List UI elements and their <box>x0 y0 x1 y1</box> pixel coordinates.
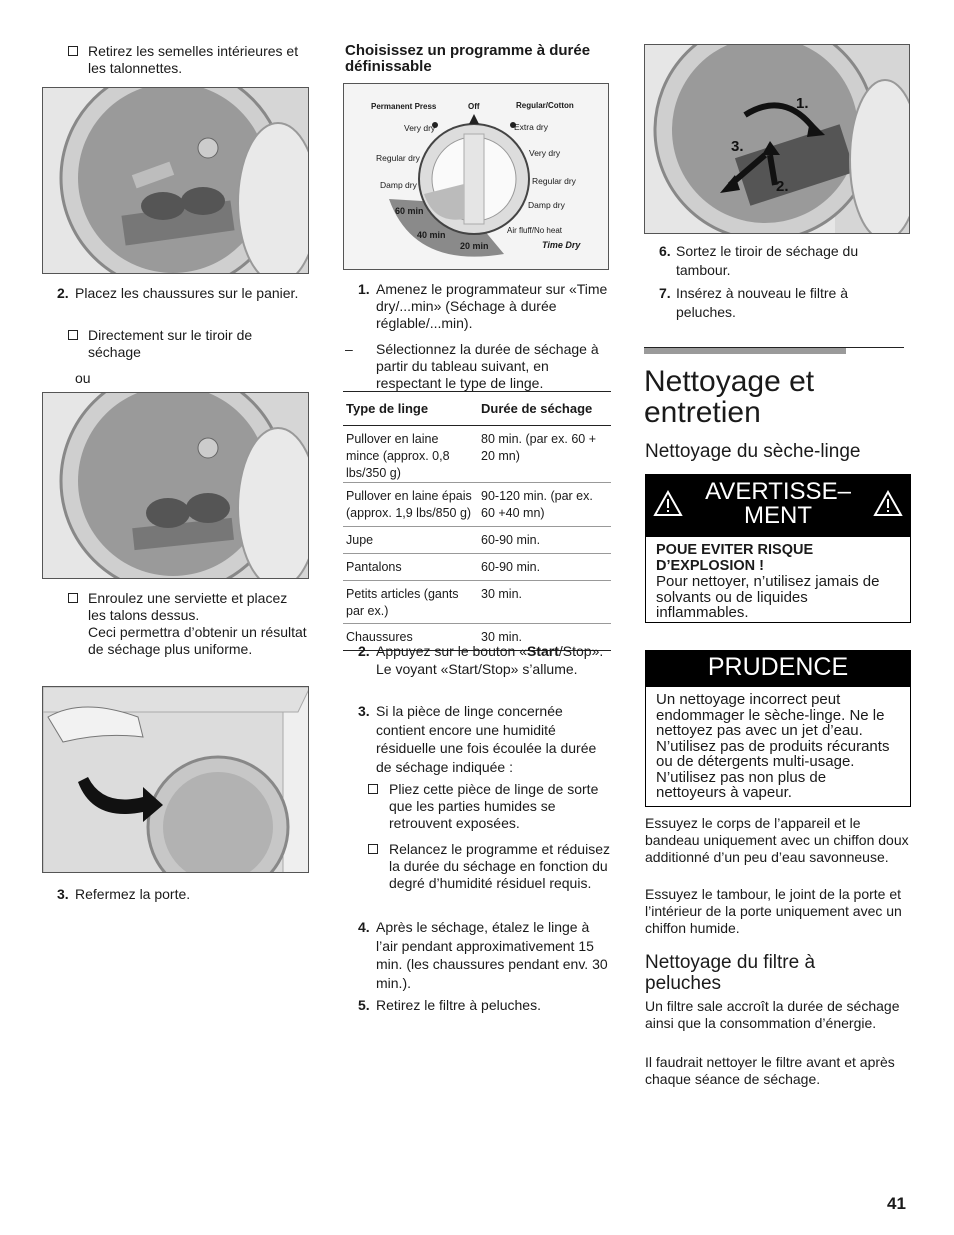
table-cell-fabric: Chaussures <box>343 624 478 651</box>
step-text: Si la pièce de linge concernée contient encore une humidité résiduelle une fois écoulée la durée de séchage indiquée : <box>376 703 597 775</box>
caution-title: PRUDENCE <box>707 653 849 681</box>
step-text: Refermez la porte. <box>75 886 191 902</box>
table-cell-fabric: Jupe <box>343 527 478 554</box>
paragraph-filter-2: Il faudrait nettoyer le filtre avant et après chaque séance de séchage. <box>645 1054 895 1087</box>
col2-step-2 <box>358 642 608 678</box>
dial-label-extra-dry: Extra dry <box>514 122 549 132</box>
fig-label-2: 2. <box>776 178 789 195</box>
step-number: 1. <box>358 281 370 297</box>
warning-title: AVERTISSE– MENT <box>705 478 851 529</box>
section-title: Nettoyage et entretien <box>644 365 815 429</box>
step-text-b: /Stop». Le voyant «Start/Stop» s’allume. <box>376 643 604 677</box>
dial-label-very-dry-left: Very dry <box>404 123 436 133</box>
table-row <box>343 581 611 624</box>
table-row <box>343 483 611 527</box>
col1-step-2 <box>57 285 307 302</box>
item-text: Relancez le programme et réduisez la durée du séchage en fonction du degré d’humidité résiduel requis. <box>389 841 610 891</box>
item-text: Pliez cette pièce de linge de sorte que les parties humides se retrouvent exposées. <box>389 781 599 831</box>
col3-step-6 <box>659 242 909 279</box>
step-number: 3. <box>57 886 69 902</box>
table-cell-time: 60-90 min. <box>478 527 611 554</box>
step-text: Après le séchage, étalez le linge à l’air pendant approximativement 15 min. (les chaussures pendant env. 30 min.). <box>376 919 608 991</box>
step-number: 5. <box>358 997 370 1013</box>
dash-bullet: – <box>345 341 353 357</box>
warning-triangle-icon <box>873 490 903 517</box>
warning-triangle-icon <box>653 490 683 517</box>
close-door-illustration <box>42 686 309 873</box>
step-text-a: Appuyez sur le bouton « <box>376 643 527 659</box>
col2-step-3 <box>358 702 608 776</box>
checkbox-bullet-icon <box>68 46 78 56</box>
warning-header <box>645 474 911 537</box>
step-text: Placez les chaussures sur le panier. <box>75 285 299 301</box>
table-header-fabric: Type de linge <box>343 392 478 426</box>
dial-label-air-fluff: Air fluff/No heat <box>507 226 562 235</box>
dial-label-20-min: 20 min <box>460 241 489 251</box>
table-cell-time: 90-120 min. (par ex. 60 +40 mn) <box>478 483 611 527</box>
dial-label-regular-dry-right: Regular dry <box>532 176 576 186</box>
shoes-on-drawer-illustration <box>42 392 309 579</box>
col1-step-3 <box>57 886 307 903</box>
start-word: Start <box>527 643 559 659</box>
dial-label-damp-dry-left: Damp dry <box>380 180 417 190</box>
table-cell-fabric: Petits articles (gants par ex.) <box>343 581 478 624</box>
dial-label-time-dry: Time Dry <box>542 240 581 250</box>
paragraph-body-wipe: Essuyez le corps de l’appareil et le bandeau uniquement avec un chiffon doux additionné d’un peu d’eau savonneuse. <box>645 815 909 865</box>
heading-dryer-cleaning: Nettoyage du sèche-linge <box>645 441 861 462</box>
col1-item-remove-insoles <box>68 43 308 77</box>
item-text-note: Ceci permettra d’obtenir un résultat de séchage plus uniforme. <box>88 624 307 657</box>
checkbox-bullet-icon <box>68 330 78 340</box>
table-cell-fabric: Pullover en laine épais (approx. 1,9 lbs/850 g) <box>343 483 478 527</box>
checkbox-bullet-icon <box>368 784 378 794</box>
step-text: Retirez le filtre à peluches. <box>376 997 541 1013</box>
dial-label-permanent-press: Permanent Press <box>371 102 437 111</box>
step-number: 4. <box>358 919 370 935</box>
table-header-row <box>343 392 611 426</box>
page-number: 41 <box>887 1194 906 1213</box>
fig-label-1: 1. <box>796 95 809 112</box>
shoes-on-rack-illustration <box>42 87 309 274</box>
remove-drawer-illustration <box>644 44 910 234</box>
paragraph-filter-1: Un filtre sale accroît la durée de séchage ainsi que la consommation d’énergie. <box>645 998 900 1031</box>
col2-sub-item-2 <box>368 841 610 892</box>
dial-label-40-min: 40 min <box>417 230 446 240</box>
drying-time-table <box>343 391 611 651</box>
checkbox-bullet-icon <box>368 844 378 854</box>
col2-step-1 <box>358 281 608 332</box>
caution-body <box>645 687 911 807</box>
program-dial-illustration <box>343 83 609 270</box>
col3-step-7 <box>659 284 909 321</box>
dial-label-60-min: 60 min <box>395 206 424 216</box>
table-cell-time: 60-90 min. <box>478 554 611 581</box>
table-row <box>343 527 611 554</box>
dial-label-off: Off <box>468 102 480 111</box>
step-number: 3. <box>358 703 370 719</box>
col2-dash-item <box>345 341 610 392</box>
col2-heading: Choisissez un programme à durée définissable <box>345 42 591 75</box>
paragraph-drum-wipe: Essuyez le tambour, le joint de la porte et l’intérieur de la porte uniquement avec un chiffon humide. <box>645 886 902 936</box>
warning-body <box>645 537 911 623</box>
table-row <box>343 426 611 483</box>
dial-label-very-dry-right: Very dry <box>529 148 561 158</box>
warning-bold-text: POUE EVITER RISQUE D’EXPLOSION ! <box>656 542 814 574</box>
item-text: Directement sur le tiroir de séchage <box>88 327 253 360</box>
dash-text: Sélectionnez la durée de séchage à partir du tableau suivant, en respectant le type de linge. <box>376 341 599 391</box>
step-number: 7. <box>659 285 671 301</box>
table-header-time: Durée de séchage <box>478 392 611 426</box>
col1-item-towel <box>68 590 308 658</box>
col2-step-4 <box>358 918 608 992</box>
section-divider-bar <box>644 348 846 354</box>
table-cell-fabric: Pullover en laine mince (approx. 0,8 lbs/350 g) <box>343 426 478 483</box>
table-row <box>343 554 611 581</box>
checkbox-bullet-icon <box>68 593 78 603</box>
step-number: 6. <box>659 243 671 259</box>
dial-label-damp-dry-right: Damp dry <box>528 200 565 210</box>
item-text: Retirez les semelles intérieures et les talonnettes. <box>88 43 299 76</box>
step-text: Sortez le tiroir de séchage du tambour. <box>676 243 859 278</box>
item-text: Enroulez une serviette et placez les talons dessus. <box>88 590 288 623</box>
col2-step-5 <box>358 997 608 1014</box>
col1-or: ou <box>75 370 91 386</box>
heading-filter-cleaning: Nettoyage du filtre à peluches <box>645 952 816 994</box>
step-number: 2. <box>57 285 69 301</box>
step-number: 2. <box>358 643 370 659</box>
table-cell-time: 80 min. (par ex. 60 + 20 mn) <box>478 426 611 483</box>
caution-text: Un nettoyage incorrect peut endommager le sèche-linge. Ne le nettoyez pas avec un jet d’eau. N’utilisez pas de produits récurants ou de détergents multi-usage. N’utilisez pas non plus de nettoyeurs à vapeur. <box>656 691 890 801</box>
caution-header <box>645 650 911 687</box>
warning-text: Pour nettoyer, n’utilisez jamais de solvants ou de liquides inflammables. <box>656 573 880 621</box>
col1-item-directly <box>68 327 308 361</box>
col2-sub-item-1 <box>368 781 610 832</box>
dial-label-regular-dry-left: Regular dry <box>376 153 420 163</box>
step-text: Amenez le programmateur sur «Time dry/...min» (Séchage à durée réglable/...min). <box>376 281 608 331</box>
fig-label-3: 3. <box>731 138 744 155</box>
table-cell-time: 30 min. <box>478 581 611 624</box>
step-text: Insérez à nouveau le filtre à peluches. <box>676 285 848 320</box>
table-cell-time: 30 min. <box>478 624 611 651</box>
dial-label-regular-cotton: Regular/Cotton <box>516 101 574 110</box>
table-cell-fabric: Pantalons <box>343 554 478 581</box>
